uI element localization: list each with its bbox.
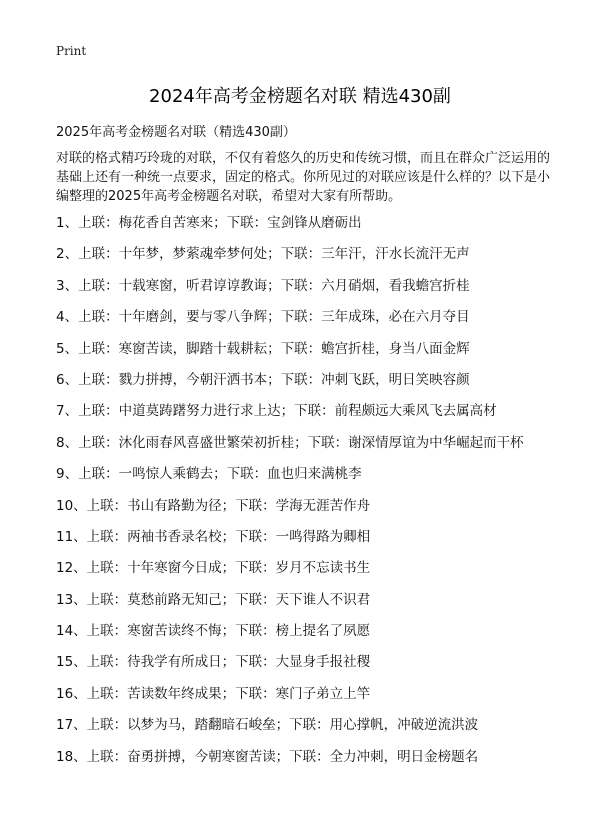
couplet-item-14: [56, 620, 576, 651]
couplet-text: 9、上联：一鸣惊人乘鹤去；下联：血也归来满桃李: [56, 466, 362, 483]
couplet-item-7: [56, 400, 576, 431]
couplet-item-12: [56, 557, 576, 588]
couplet-item-3: [56, 275, 576, 306]
couplet-text: 6、上联：戮力拼搏，今朝汗洒书本；下联：冲刺飞跃，明日笑映容颜: [56, 371, 470, 388]
couplet-text: 5、上联：寒窗苦读，脚踏十载耕耘；下联：蟾宫折桂，身当八面金辉: [56, 340, 470, 357]
couplet-text: 3、上联：十载寒窗，听君谆谆教诲；下联：六月硝烟，看我蟾宫折桂: [56, 277, 470, 294]
couplet-item-6: [56, 369, 576, 400]
couplet-item-13: [56, 589, 576, 620]
couplet-text: 2、上联：十年梦，梦萦魂牵梦何处；下联：三年汗，汗水长流汗无声: [56, 246, 470, 263]
couplet-item-8: [56, 432, 576, 463]
couplet-text: 13、上联：莫愁前路无知己；下联：天下谁人不识君: [56, 591, 371, 608]
couplet-list: [56, 212, 576, 777]
print-label: Print: [56, 44, 87, 58]
couplet-item-16: [56, 683, 576, 714]
couplet-item-17: [56, 714, 576, 745]
couplet-text: 8、上联：沐化雨春风喜盛世繁荣初折桂；下联：谢深情厚谊为中华崛起而干杯: [56, 434, 524, 451]
page-title: 2024年高考金榜题名对联 精选430副: [149, 86, 451, 107]
couplet-text: 7、上联：中道莫踌躇努力进行求上达；下联：前程颇远大乘风飞去属高材: [56, 403, 497, 420]
couplet-text: 1、上联：梅花香自苦寒来；下联：宝剑锋从磨砺出: [56, 215, 362, 231]
couplet-text: 18、上联：奋勇拼搏，今朝寒窗苦读；下联：全力冲刺，明日金榜题名: [56, 748, 479, 765]
couplet-item-11: [56, 526, 576, 557]
couplet-item-18: [56, 746, 576, 777]
couplet-item-4: [56, 306, 576, 337]
couplet-item-2: [56, 243, 576, 274]
couplet-item-9: [56, 463, 576, 494]
article-subtitle: 2025年高考金榜题名对联（精选430副）: [56, 125, 296, 140]
intro-paragraph: 对联的格式精巧玲珑的对联，不仅有着悠久的历史和传统习惯，而且在群众广泛运用的基础上还有一种统一点要求，固定的格式。你所见过的对联应该是什么样的？以下是小编整理的2025年高考金榜题名对联，希望对大家有所帮助。: [56, 151, 551, 204]
couplet-item-1: [56, 212, 576, 243]
couplet-text: 10、上联：书山有路勤为径；下联：学海无涯苦作舟: [56, 497, 371, 514]
couplet-text: 15、上联：待我学有所成日；下联：大显身手报社稷: [56, 654, 371, 671]
couplet-item-10: [56, 495, 576, 526]
couplet-text: 11、上联：两袖书香录名校；下联：一鸣得路为卿相: [56, 528, 371, 545]
couplet-text: 17、上联：以梦为马，踏翻暗石峻垒；下联：用心撑帆，冲破逆流洪波: [56, 717, 479, 734]
couplet-text: 4、上联：十年磨剑，要与零八争辉；下联：三年成珠，必在六月夺目: [56, 309, 470, 326]
couplet-item-15: [56, 651, 576, 682]
couplet-text: 14、上联：寒窗苦读终不悔；下联：榜上提名了夙愿: [56, 623, 371, 640]
couplet-text: 16、上联：苦读数年终成果；下联：寒门子弟立上竿: [56, 685, 371, 702]
couplet-item-5: [56, 338, 576, 369]
couplet-text: 12、上联：十年寒窗今日成；下联：岁月不忘读书生: [56, 560, 371, 577]
